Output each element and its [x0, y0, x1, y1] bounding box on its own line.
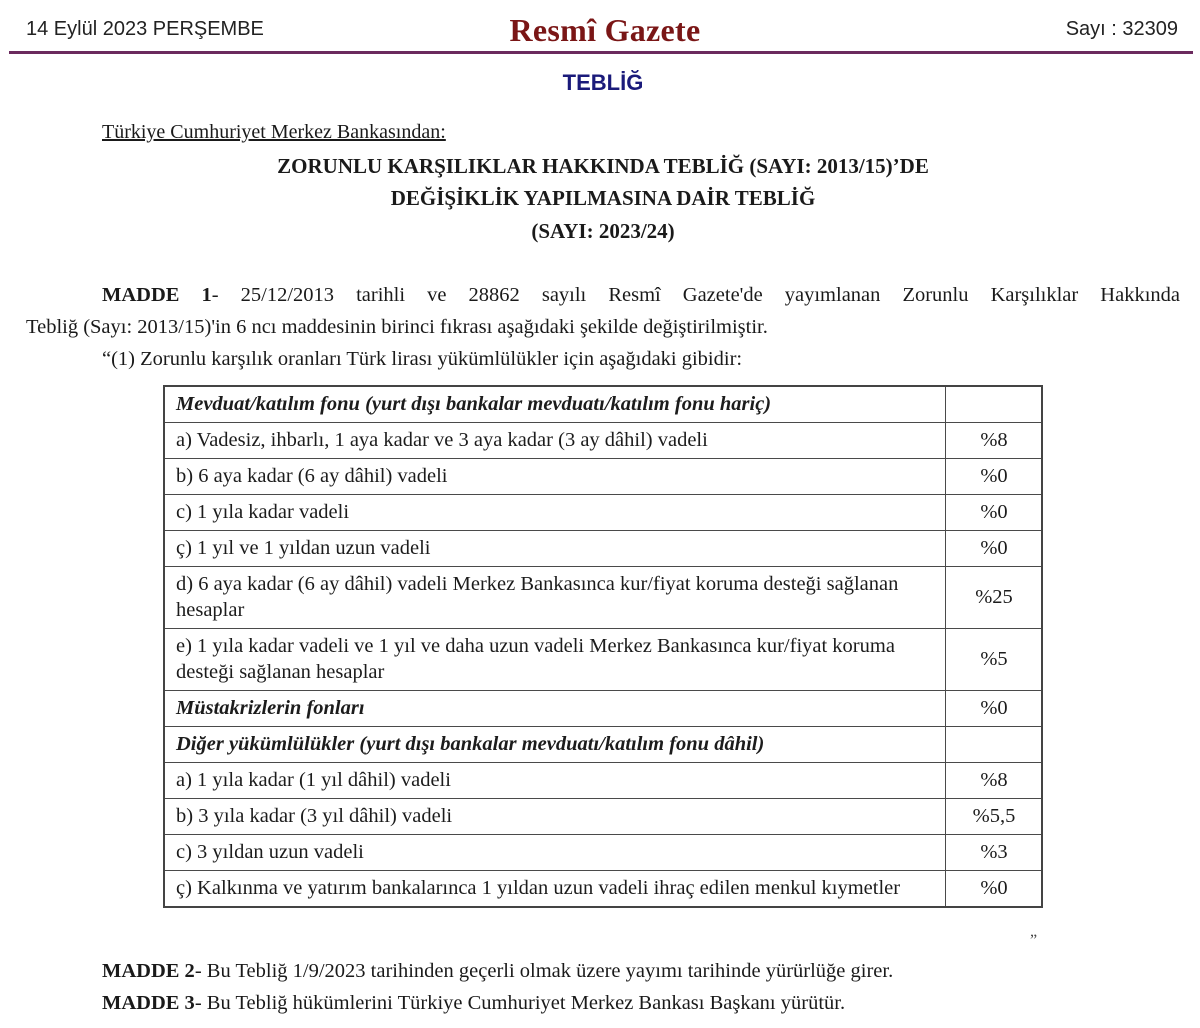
table-row [164, 835, 1042, 871]
row-label: b) 3 yıla kadar (3 yıl dâhil) vadeli [164, 799, 946, 835]
gazette-title: Resmî Gazete [509, 12, 701, 48]
issuer-line: Türkiye Cumhuriyet Merkez Bankasından: [102, 121, 446, 143]
row-label: c) 3 yıldan uzun vadeli [164, 835, 946, 871]
row-label: Müstakrizlerin fonları [164, 691, 946, 727]
table-row [164, 727, 1042, 763]
row-value [946, 727, 1043, 763]
table-row [164, 691, 1042, 727]
closing-quote-mark: ” [1030, 932, 1038, 949]
document-title-line-1: ZORUNLU KARŞILIKLAR HAKKINDA TEBLİĞ (SAYI: 2013/15)’DE [277, 154, 929, 178]
article-1-label: MADDE 1 [102, 284, 212, 306]
table-row [164, 871, 1042, 908]
article-3-label: MADDE 3 [102, 992, 195, 1014]
table-row [164, 763, 1042, 799]
document-title-line-2: DEĞİŞİKLİK YAPILMASINA DAİR TEBLİĞ [390, 186, 816, 210]
row-label: d) 6 aya kadar (6 ay dâhil) vadeli Merkez Bankasınca kur/fiyat koruma desteği sağlanan hesaplar [164, 567, 946, 629]
row-value: %0 [946, 691, 1043, 727]
row-value: %8 [946, 423, 1043, 459]
article-1-line-1 [102, 284, 1180, 307]
row-label: c) 1 yıla kadar vadeli [164, 495, 946, 531]
gazette-header [0, 0, 1200, 54]
row-label: b) 6 aya kadar (6 ay dâhil) vadeli [164, 459, 946, 495]
table-row [164, 531, 1042, 567]
row-label: a) 1 yıla kadar (1 yıl dâhil) vadeli [164, 763, 946, 799]
row-value: %0 [946, 495, 1043, 531]
table-row [164, 799, 1042, 835]
row-value [946, 386, 1043, 423]
reserve-ratio-table [163, 385, 1043, 908]
article-2-label: MADDE 2 [102, 960, 195, 982]
row-label: a) Vadesiz, ihbarlı, 1 aya kadar ve 3 aya kadar (3 ay dâhil) vadeli [164, 423, 946, 459]
row-value: %25 [946, 567, 1043, 629]
document-title-line-3: (SAYI: 2023/24) [531, 219, 675, 243]
table-row [164, 386, 1042, 423]
row-label: e) 1 yıla kadar vadeli ve 1 yıl ve daha uzun vadeli Merkez Bankasınca kur/fiyat koruma desteği sağlanan hesaplar [164, 629, 946, 691]
row-value: %0 [946, 871, 1043, 908]
table-row [164, 423, 1042, 459]
article-1-quote-intro: “(1) Zorunlu karşılık oranları Türk lirası yükümlülükler için aşağıdaki gibidir: [102, 348, 743, 370]
publication-date: 14 Eylül 2023 PERŞEMBE [26, 18, 264, 40]
table-row [164, 567, 1042, 629]
section-heading: TEBLİĞ [562, 70, 644, 95]
row-value: %5 [946, 629, 1043, 691]
article-1-text: - 25/12/2013 tarihli ve 28862 sayılı Resmî Gazete'de yayımlanan Zorunlu Karşılıklar Hakkında [211, 284, 1180, 306]
article-3-text: - Bu Tebliğ hükümlerini Türkiye Cumhuriyet Merkez Bankası Başkanı yürütür. [194, 992, 846, 1014]
table-row [164, 629, 1042, 691]
row-value: %0 [946, 459, 1043, 495]
row-value: %8 [946, 763, 1043, 799]
row-label: Mevduat/katılım fonu (yurt dışı bankalar mevduatı/katılım fonu hariç) [164, 386, 946, 423]
row-value: %5,5 [946, 799, 1043, 835]
row-value: %0 [946, 531, 1043, 567]
header-divider [9, 51, 1193, 54]
issue-number: Sayı : 32309 [1065, 18, 1178, 40]
table-row [164, 495, 1042, 531]
row-value: %3 [946, 835, 1043, 871]
table-row [164, 459, 1042, 495]
article-2-text: - Bu Tebliğ 1/9/2023 tarihinden geçerli olmak üzere yayımı tarihinde yürürlüğe girer. [194, 960, 894, 982]
row-label: ç) 1 yıl ve 1 yıldan uzun vadeli [164, 531, 946, 567]
article-3 [102, 992, 845, 1015]
article-1-line-2: Tebliğ (Sayı: 2013/15)'in 6 ncı maddesinin birinci fıkrası aşağıdaki şekilde değiştirilmiştir. [26, 316, 768, 338]
row-label: ç) Kalkınma ve yatırım bankalarınca 1 yıldan uzun vadeli ihraç edilen menkul kıymetler [164, 871, 946, 908]
article-2 [102, 960, 893, 983]
row-label: Diğer yükümlülükler (yurt dışı bankalar mevduatı/katılım fonu dâhil) [164, 727, 946, 763]
